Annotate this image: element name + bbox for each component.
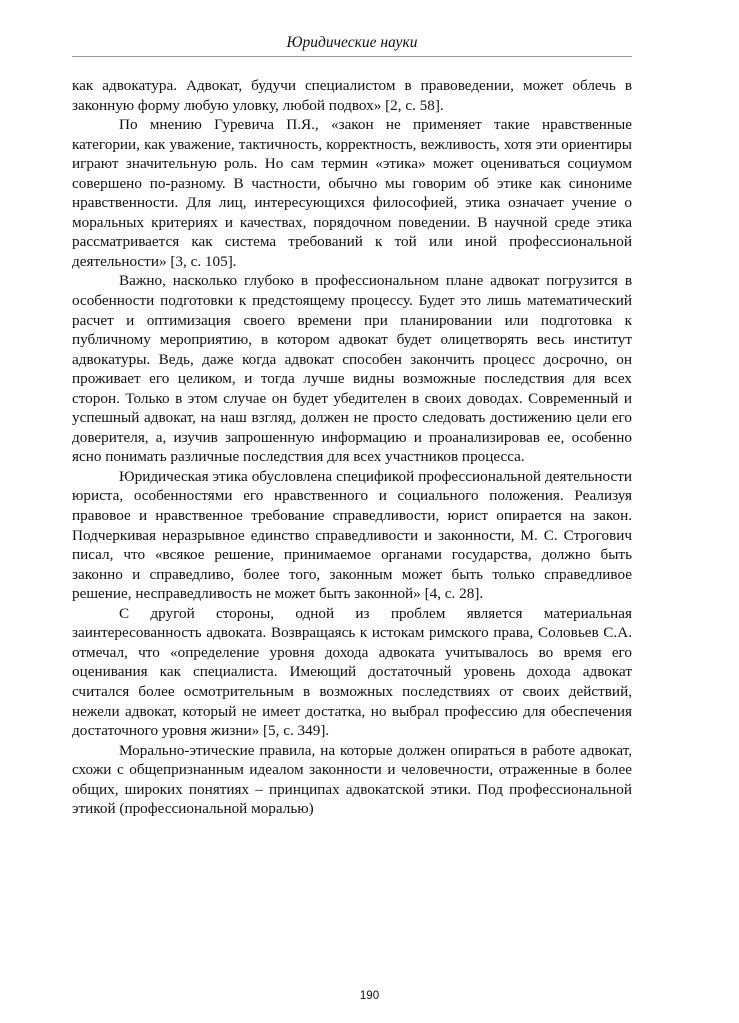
paragraph-continuation: как адвокатура. Адвокат, будучи специалистом в правоведении, может облечь в законную форму любую уловку, любой подвох» [2, с. 58]. bbox=[72, 77, 632, 114]
paragraph-moral-rules: Морально-этические правила, на которые должен опираться в работе адвокат, схожи с общепризнанным идеалом законности и человечности, отраженные в более общих, широких понятиях – принципах адвокатской этики. Под профессиональной этикой (профессиональной моралью) bbox=[72, 741, 632, 818]
page-number: 190 bbox=[359, 990, 380, 1002]
page-footer bbox=[0, 986, 739, 1004]
paragraph-gurevich: По мнению Гуревича П.Я., «закон не применяет такие нравственные категории, как уважение, тактичность, корректность, вежливость, хотя эти ориентиры играют значительную роль. Но сам термин «этика» может оцениваться социумом совершено по-разному. В частности, обычно мы говорим об этике как синониме нравственности. Для лиц, интересующихся философией, этика означает учение о моральных критериях и качествах, порядочном поведении. В научной среде этика рассматривается как система требований к той или иной профессиональной деятельности» [3, с. 105]. bbox=[72, 116, 632, 270]
running-header bbox=[72, 30, 632, 57]
paragraph-preparation: Важно, насколько глубоко в профессиональном плане адвокат погрузится в особенности подготовки к предстоящему процессу. Будет это лишь математический расчет и оптимизация своего времени при планировании или подготовка к публичному мероприятию, в котором адвокат будет олицетворять весь институт адвокатуры. Ведь, даже когда адвокат способен закончить процесс досрочно, он проживает его целиком, и тогда лучше видны возможные последствия для всех сторон. Только в этом случае он будет убедителен в своих доводах. Современный и успешный адвокат, на наш взгляд, должен не просто следовать достижению цели его доверителя, а, изучив запрошенную информацию и проанализировав ее, особенно ясно понимать различные последствия для всех участников процесса. bbox=[72, 272, 632, 466]
journal-section-title: Юридические науки bbox=[286, 34, 418, 51]
paragraph-legal-ethics: Юридическая этика обусловлена спецификой профессиональной деятельности юриста, особенностями его нравственного и социального положения. Реализуя правовое и нравственное требование справедливости, юрист опирается на закон. Подчеркивая неразрывное единство справедливости и законности, М. С. Строгович писал, что «всякое решение, принимаемое органами государства, должно быть законно и справедливо, более того, законным может быть только справедливое решение, несправедливость не может быть законной» [4, с. 28]. bbox=[72, 467, 632, 603]
paragraph-material-interest: С другой стороны, одной из проблем является материальная заинтересованность адвоката. Возвращаясь к истокам римского права, Соловьев С.А. отмечал, что «определение уровня дохода адвоката учитывалось во время его оценивания как специалиста. Имеющий достаточный уровень дохода адвокат считался более осмотрительным в возможных последствиях от своих действий, нежели адвокат, который не имеет достатка, но выбрал профессию для обеспечения достаточного уровня жизни» [5, с. 349]. bbox=[72, 604, 632, 740]
article-body bbox=[72, 76, 632, 819]
